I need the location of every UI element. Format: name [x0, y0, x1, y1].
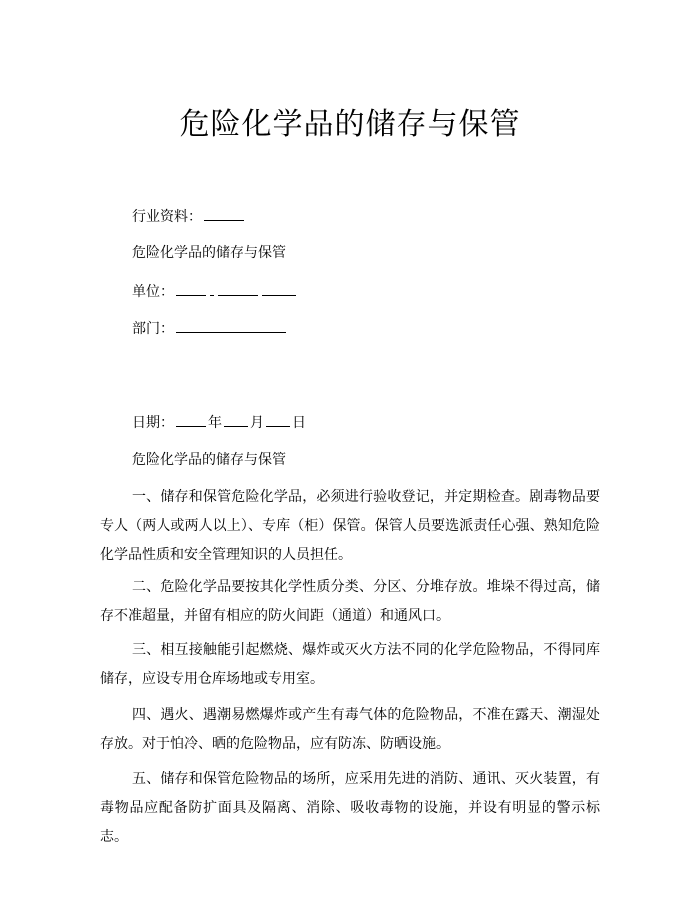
department-label: 部门：: [132, 321, 174, 337]
department-field: [132, 318, 288, 339]
section-heading: 危险化学品的储存与保管: [132, 452, 286, 468]
subtitle: 危险化学品的储存与保管: [132, 245, 286, 261]
date-day-label: 日: [292, 415, 306, 431]
unit-field: [132, 281, 298, 302]
unit-blank-1[interactable]: [176, 281, 206, 296]
unit-blank-4[interactable]: [262, 281, 296, 296]
paragraph-5: 五、储存和保管危险物品的场所，应采用先进的消防、通讯、灭火装置，有毒物品应配备防扩面具及隔离、消除、吸收毒物的设施，并设有明显的警示标志。: [100, 771, 600, 845]
date-field: [132, 412, 306, 433]
date-month-blank[interactable]: [224, 412, 248, 427]
date-day-blank[interactable]: [266, 412, 290, 427]
unit-label: 单位：: [132, 284, 174, 300]
document-title: 危险化学品的储存与保管: [179, 107, 521, 142]
unit-blank-2[interactable]: [210, 281, 214, 296]
date-year-label: 年: [208, 415, 222, 431]
unit-blank-3[interactable]: [218, 281, 258, 296]
department-blank[interactable]: [176, 318, 286, 333]
date-year-blank[interactable]: [176, 412, 206, 427]
paragraph-3: 三、相互接触能引起燃烧、爆炸或灭火方法不同的化学危险物品，不得同库储存，应设专用仓库场地或专用室。: [100, 642, 600, 687]
date-month-label: 月: [250, 415, 264, 431]
industry-field: [132, 206, 246, 227]
industry-label: 行业资料：: [132, 209, 202, 225]
paragraph-1: 一、储存和保管危险化学品，必须进行验收登记，并定期检查。剧毒物品要专人（两人或两人以上）、专库（柜）保管。保管人员要选派责任心强、熟知危险化学品性质和安全管理知识的人员担任。: [100, 489, 600, 563]
paragraph-4: 四、遇火、遇潮易燃爆炸或产生有毒气体的危险物品，不准在露天、潮湿处存放。对于怕冷、晒的危险物品，应有防冻、防晒设施。: [100, 707, 600, 752]
industry-blank[interactable]: [204, 206, 244, 221]
paragraph-2: 二、危险化学品要按其化学性质分类、分区、分堆存放。堆垛不得过高，储存不准超量，并留有相应的防火间距（通道）和通风口。: [100, 579, 600, 624]
date-label: 日期：: [132, 415, 174, 431]
